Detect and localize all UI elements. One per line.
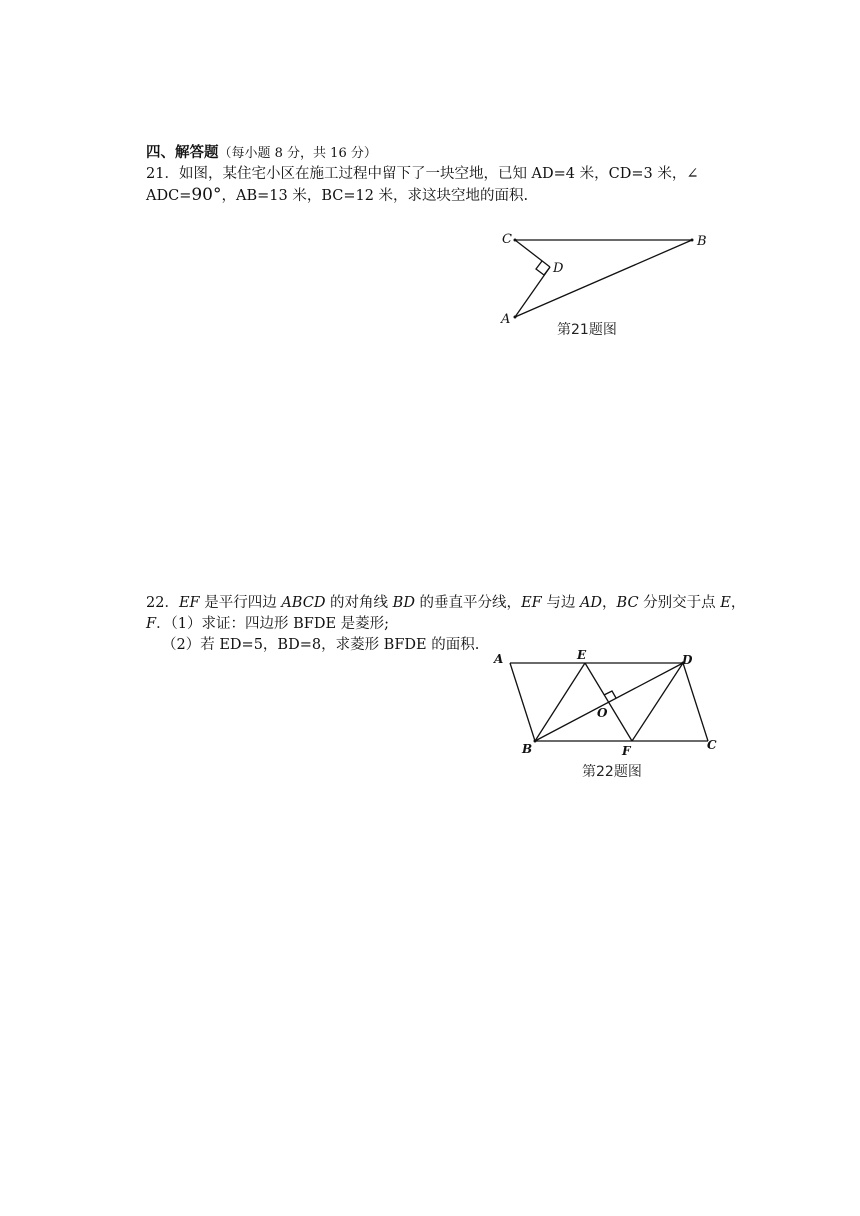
q22-e: E [720,595,731,611]
q22-ef: EF [521,595,542,611]
q22-bd: BD [392,595,415,611]
label-f: F [622,744,631,758]
section-score-note: （每小题 8 分，共 16 分） [218,146,377,161]
q22-part1: ．（1）求证：四边形 BFDE 是菱形; [156,616,390,632]
segment-fd [632,663,683,741]
q22-abcd: ABCD [281,595,326,611]
segment-dc [683,663,708,741]
q22-number: 22． [146,595,179,611]
figure-22-caption: 第22题图 [582,764,642,780]
label-d: D [682,653,693,667]
q22-part2: （2）若 ED=5，BD=8，求菱形 BFDE 的面积. [162,637,480,653]
right-angle-marker [536,261,550,275]
label-e: E [577,648,587,662]
q22-text: 是平行四边 [199,595,282,611]
q22-text: 的垂直平分线， [414,595,522,611]
q21-text-rest: ，AB=13 米，BC=12 米，求这块空地的面积. [221,188,529,204]
q21-text-line2 [146,185,528,206]
q22-ef: EF [178,595,200,611]
q21-angle-value: 90° [191,185,222,205]
section-heading-line [146,143,377,164]
q21-text-line1: 21．如图，某住宅小区在施工过程中留下了一块空地，已知 AD=4 米，CD=3 米，∠ [146,166,699,182]
q22-text: 分别交于点 [638,595,721,611]
segment-be [535,663,585,741]
label-b: B [697,234,707,249]
q22-text: 与边 [541,595,580,611]
label-d: D [553,261,564,276]
q21-figure [495,225,735,345]
q22-bc: BC [616,595,639,611]
q22-f: F [146,616,157,632]
label-c: C [707,738,717,752]
label-o: O [597,706,608,720]
section-heading: 四、解答题 [146,144,219,161]
label-a: A [494,652,504,666]
q22-text: 的对角线 [325,595,393,611]
q22-text-line1 [146,593,745,613]
q22-text: ， [602,595,617,611]
q22-ad: AD [579,595,603,611]
q22-text-line2 [146,614,389,634]
segment-cd [515,240,550,267]
q22-text: ， [730,595,746,611]
label-c: C [502,232,512,247]
figure-21-caption: 第21题图 [557,322,617,338]
q22-figure [490,645,730,785]
segment-ab [510,663,535,741]
q21-adc-label: ADC= [146,188,192,204]
label-b: B [522,742,533,756]
segment-ef [585,663,632,741]
label-a: A [501,312,511,327]
